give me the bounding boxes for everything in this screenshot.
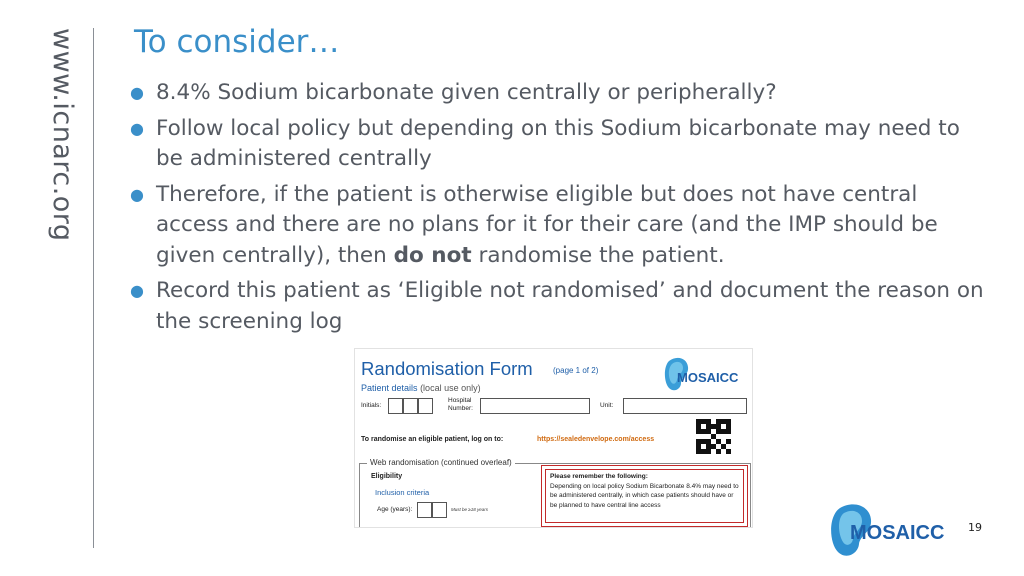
- initials-box: [418, 398, 433, 414]
- eligibility-heading: Eligibility: [371, 473, 403, 480]
- randomise-instruction: To randomise an eligible patient, log on to:: [361, 436, 504, 443]
- slide-title: To consider…: [134, 24, 340, 60]
- bullet-text: Follow local policy but depending on this Sodium bicarbonate may need to be administered centrally: [156, 115, 960, 171]
- mosaicc-logo-icon: [661, 355, 743, 395]
- age-requirement-note: Must be ≥18 years: [451, 507, 488, 512]
- page-number: 19: [968, 521, 982, 534]
- patient-details-heading: Patient details (local use only): [361, 383, 481, 393]
- website-url-text: www.icnarc.org: [47, 28, 78, 242]
- sealed-envelope-url: https://sealedenvelope.com/access: [537, 436, 655, 443]
- bullet-item: [128, 276, 988, 337]
- bullet-dot-icon: ●: [130, 281, 144, 300]
- reminder-title: Please remember the following:: [550, 473, 648, 480]
- initials-label: Initials:: [361, 402, 382, 409]
- age-box: [432, 502, 447, 518]
- bullet-dot-icon: ●: [130, 118, 144, 138]
- age-label: Age (years):: [377, 506, 413, 513]
- reminder-text: Depending on local policy Sodium Bicarbonate 8.4% may need to be administered centrally, in which case patients should have or be planned to have central line access: [550, 482, 739, 509]
- bullet-text: Record this patient as ‘Eligible not randomised’ and document the reason on the screening log: [156, 278, 984, 334]
- form-title: Randomisation Form: [361, 358, 533, 379]
- hospital-label: Hospital: [448, 397, 472, 404]
- reminder-content: [545, 469, 744, 523]
- hospital-number-box: [480, 398, 590, 414]
- bullet-text: 8.4% Sodium bicarbonate given centrally or peripherally?: [156, 80, 777, 105]
- mosaicc-footer-logo-icon: [826, 502, 956, 560]
- initials-box: [388, 398, 403, 414]
- bullet-text-bold: do not: [393, 242, 472, 268]
- website-url-vertical: [38, 28, 78, 242]
- unit-box: [623, 398, 747, 414]
- form-logo-text: MOSAICC: [677, 370, 739, 385]
- qr-code-icon: [696, 419, 731, 454]
- bullet-item: [128, 114, 988, 175]
- bullet-dot-icon: ●: [130, 83, 144, 102]
- randomisation-form-image: [354, 348, 753, 528]
- bullet-item: [128, 180, 988, 272]
- bullet-list: [128, 78, 988, 342]
- bullet-text-post: randomise the patient.: [471, 242, 725, 268]
- inclusion-criteria-heading: Inclusion criteria: [375, 488, 430, 497]
- unit-label: Unit:: [600, 402, 614, 409]
- bullet-text-pre: Therefore, if the patient is otherwise eligible but does not have central access and there are no plans for it for their care (and the IMP should be given centrally), then: [156, 181, 938, 268]
- bullet-dot-icon: ●: [130, 184, 144, 204]
- hospital-number-label: Number:: [448, 405, 473, 412]
- web-randomisation-heading: Web randomisation (continued overleaf): [367, 458, 515, 467]
- initials-box: [403, 398, 418, 414]
- age-box: [417, 502, 432, 518]
- bullet-item: [128, 78, 988, 109]
- vertical-divider: [93, 28, 94, 548]
- form-page-indicator: (page 1 of 2): [553, 366, 599, 375]
- footer-logo-text: MOSAICC: [850, 522, 945, 544]
- reminder-box: [541, 465, 748, 527]
